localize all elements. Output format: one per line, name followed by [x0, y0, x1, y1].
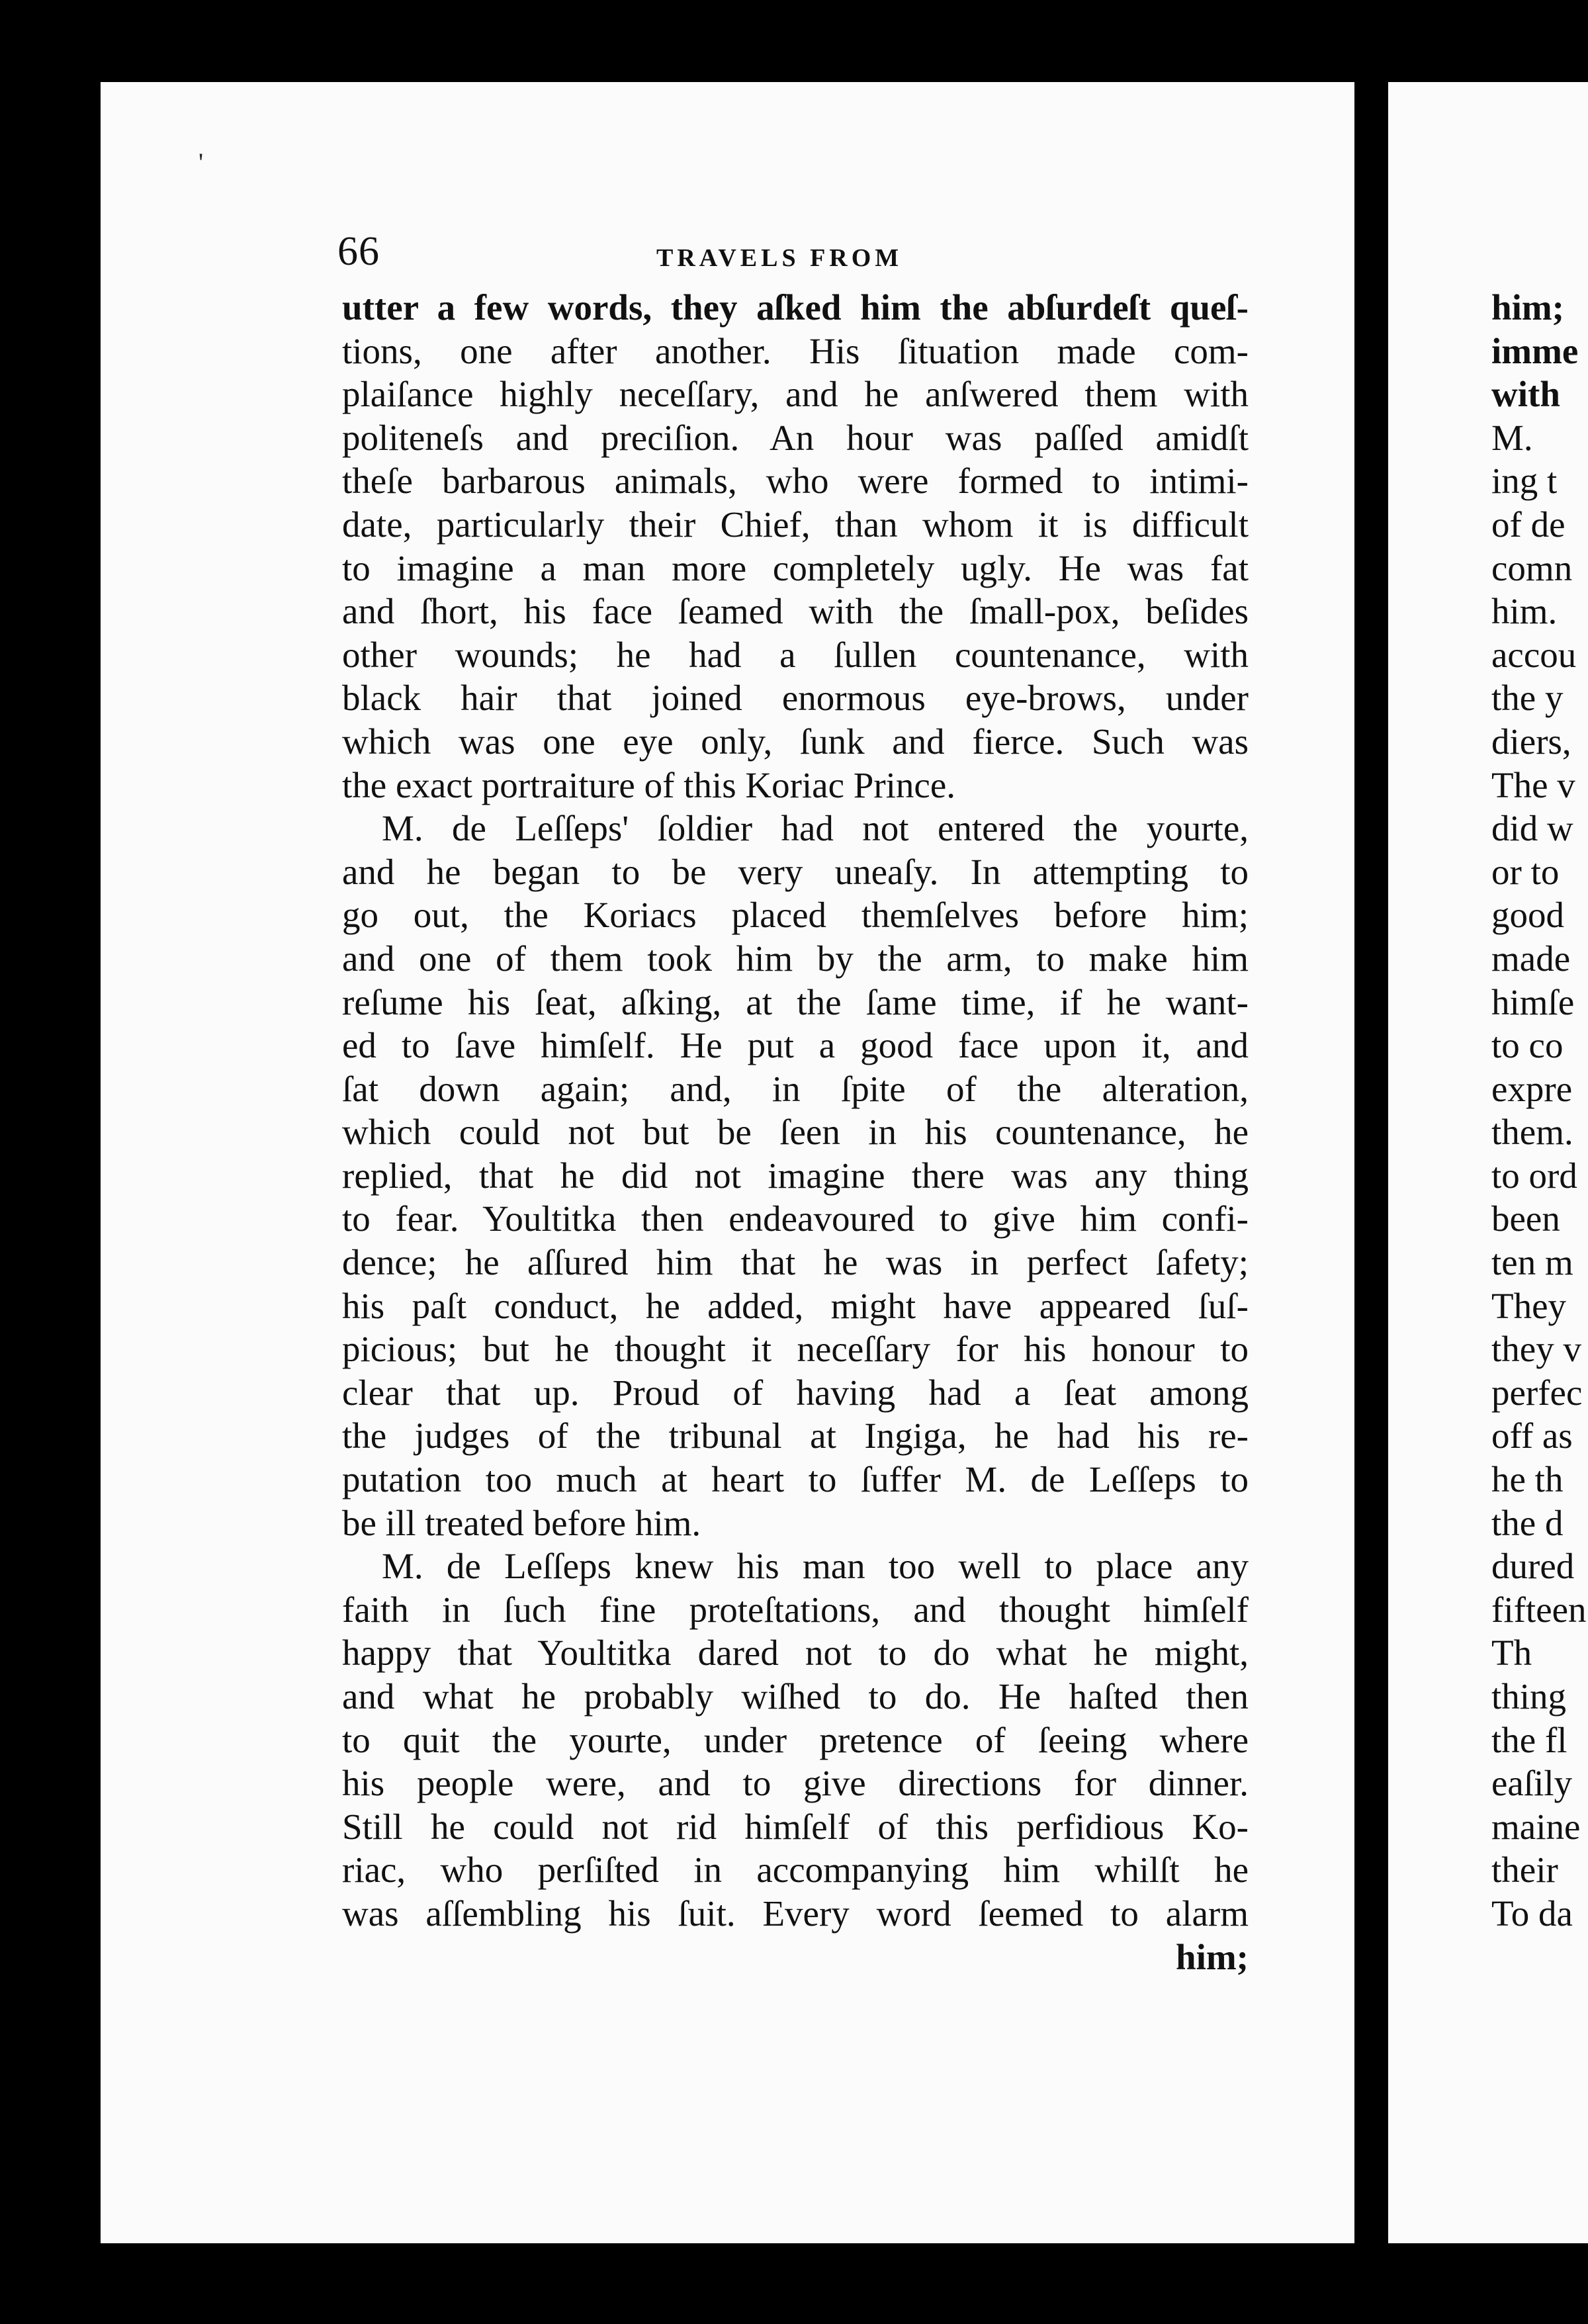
text-line: which was one eye only, ſunk and fierce. Such was	[342, 721, 1249, 762]
text-line: faith in ſuch fine proteſtations, and thought himſelf	[342, 1589, 1249, 1630]
text-line: Still he could not rid himſelf of this perfidious Ko-	[342, 1806, 1249, 1847]
text-line: tions, one after another. His ſituation made com-	[342, 330, 1249, 371]
text-line: picious; but he thought it neceſſary for his honour to	[342, 1329, 1249, 1370]
facing-text-line: M.	[1491, 417, 1533, 458]
text-line: be ill treated before him.	[342, 1502, 701, 1543]
text-line: and what he probably wiſhed to do. He haſted then	[342, 1676, 1249, 1717]
facing-text-line: fifteen	[1491, 1589, 1587, 1630]
facing-text-line: to ord	[1491, 1155, 1577, 1196]
facing-text-line: accou	[1491, 634, 1577, 675]
text-line: M. de Leſſeps knew his man too well to place any	[382, 1546, 1249, 1587]
body-text	[342, 286, 1249, 1979]
facing-text-line: he th	[1491, 1459, 1564, 1500]
text-line: go out, the Koriacs placed themſelves before him;	[342, 895, 1249, 936]
text-line: his paſt conduct, he added, might have appeared ſuſ-	[342, 1285, 1249, 1326]
text-line: his people were, and to give directions for dinner.	[342, 1763, 1249, 1804]
catchword: him;	[1176, 1936, 1249, 1977]
facing-text-line: made	[1491, 938, 1571, 979]
facing-text-line: of de	[1491, 504, 1566, 545]
facing-text-line: to co	[1491, 1025, 1564, 1066]
facing-text-line: perfec	[1491, 1372, 1583, 1413]
facing-text-line: off as	[1491, 1415, 1573, 1456]
facing-text-line: their	[1491, 1850, 1558, 1891]
text-line: politeneſs and preciſion. An hour was paſſed amidſt	[342, 417, 1249, 458]
facing-text-line: ing t	[1491, 461, 1558, 502]
text-line: the judges of the tribunal at Ingiga, he had his re-	[342, 1415, 1249, 1456]
facing-text-line: comn	[1491, 547, 1573, 588]
text-line: and one of them took him by the arm, to make him	[342, 938, 1249, 979]
text-line: black hair that joined enormous eye-brows, under	[342, 678, 1249, 719]
text-line: putation too much at heart to ſuffer M. de Leſſeps to	[342, 1459, 1249, 1500]
text-line: to imagine a man more completely ugly. He was fat	[342, 547, 1249, 588]
facing-text-line: with	[1491, 374, 1560, 415]
text-line: was aſſembling his ſuit. Every word ſeemed to alarm	[342, 1893, 1249, 1934]
text-line: plaiſance highly neceſſary, and he anſwered them with	[342, 374, 1249, 415]
text-line: the exact portraiture of this Koriac Prince.	[342, 764, 955, 805]
margin-mark: '	[198, 148, 204, 177]
text-line: dence; he aſſured him that he was in perfect ſafety;	[342, 1242, 1249, 1283]
text-line: other wounds; he had a ſullen countenance, with	[342, 634, 1249, 675]
text-line: ed to ſave himſelf. He put a good face upon it, and	[342, 1025, 1249, 1066]
text-line: which could not but be ſeen in his countenance, he	[342, 1112, 1249, 1153]
facing-text-line: They	[1491, 1285, 1567, 1326]
facing-page-text	[1491, 286, 1588, 1936]
text-line: clear that up. Proud of having had a ſeat among	[342, 1372, 1249, 1413]
facing-text-line: them.	[1491, 1112, 1573, 1153]
page-number: 66	[337, 229, 380, 274]
text-line: date, particularly their Chief, than whom it is difficult	[342, 504, 1249, 545]
facing-text-line: expre	[1491, 1068, 1573, 1109]
facing-text-line: him;	[1491, 287, 1564, 328]
running-head: TRAVELS FROM	[656, 244, 903, 272]
text-line: riac, who perſiſted in accompanying him whilſt he	[342, 1850, 1249, 1891]
text-line: ſat down again; and, in ſpite of the alteration,	[342, 1068, 1249, 1109]
facing-text-line: diers,	[1491, 721, 1571, 762]
text-line: reſume his ſeat, aſking, at the ſame time, if he want-	[342, 981, 1249, 1022]
text-line: happy that Youltitka dared not to do what he might,	[342, 1632, 1249, 1674]
text-line: M. de Leſſeps' ſoldier had not entered the yourte,	[382, 808, 1249, 849]
facing-text-line: good	[1491, 895, 1564, 936]
facing-text-line: did w	[1491, 808, 1573, 849]
facing-text-line: they v	[1491, 1329, 1581, 1370]
facing-text-line: dured	[1491, 1546, 1575, 1587]
text-line: to quit the yourte, under pretence of ſeeing where	[342, 1719, 1249, 1760]
text-line: and ſhort, his face ſeamed with the ſmall-pox, beſides	[342, 591, 1249, 632]
facing-text-line: or to	[1491, 851, 1560, 892]
text-line: to fear. Youltitka then endeavoured to give him confi-	[342, 1198, 1249, 1239]
facing-text-line: him.	[1491, 591, 1558, 632]
facing-text-line: To da	[1491, 1893, 1573, 1934]
text-line: and he began to be very uneaſy. In attempting to	[342, 851, 1249, 892]
facing-text-line: Th	[1491, 1632, 1532, 1674]
facing-text-line: The v	[1491, 764, 1575, 805]
text-line: replied, that he did not imagine there was any thing	[342, 1155, 1249, 1196]
facing-text-line: the d	[1491, 1502, 1564, 1543]
facing-text-line: the fl	[1491, 1719, 1567, 1760]
facing-text-line: imme	[1491, 330, 1579, 371]
facing-text-line: himſe	[1491, 981, 1575, 1022]
facing-text-line: ten m	[1491, 1242, 1573, 1283]
text-line: utter a few words, they aſked him the abſurdeſt queſ-	[342, 287, 1249, 328]
facing-text-line: the y	[1491, 678, 1564, 719]
facing-text-line: thing	[1491, 1676, 1567, 1717]
facing-text-line: eaſily	[1491, 1763, 1573, 1804]
facing-text-line: been	[1491, 1198, 1560, 1239]
text-line: theſe barbarous animals, who were formed to intimi-	[342, 461, 1249, 502]
facing-text-line: maine	[1491, 1806, 1581, 1847]
